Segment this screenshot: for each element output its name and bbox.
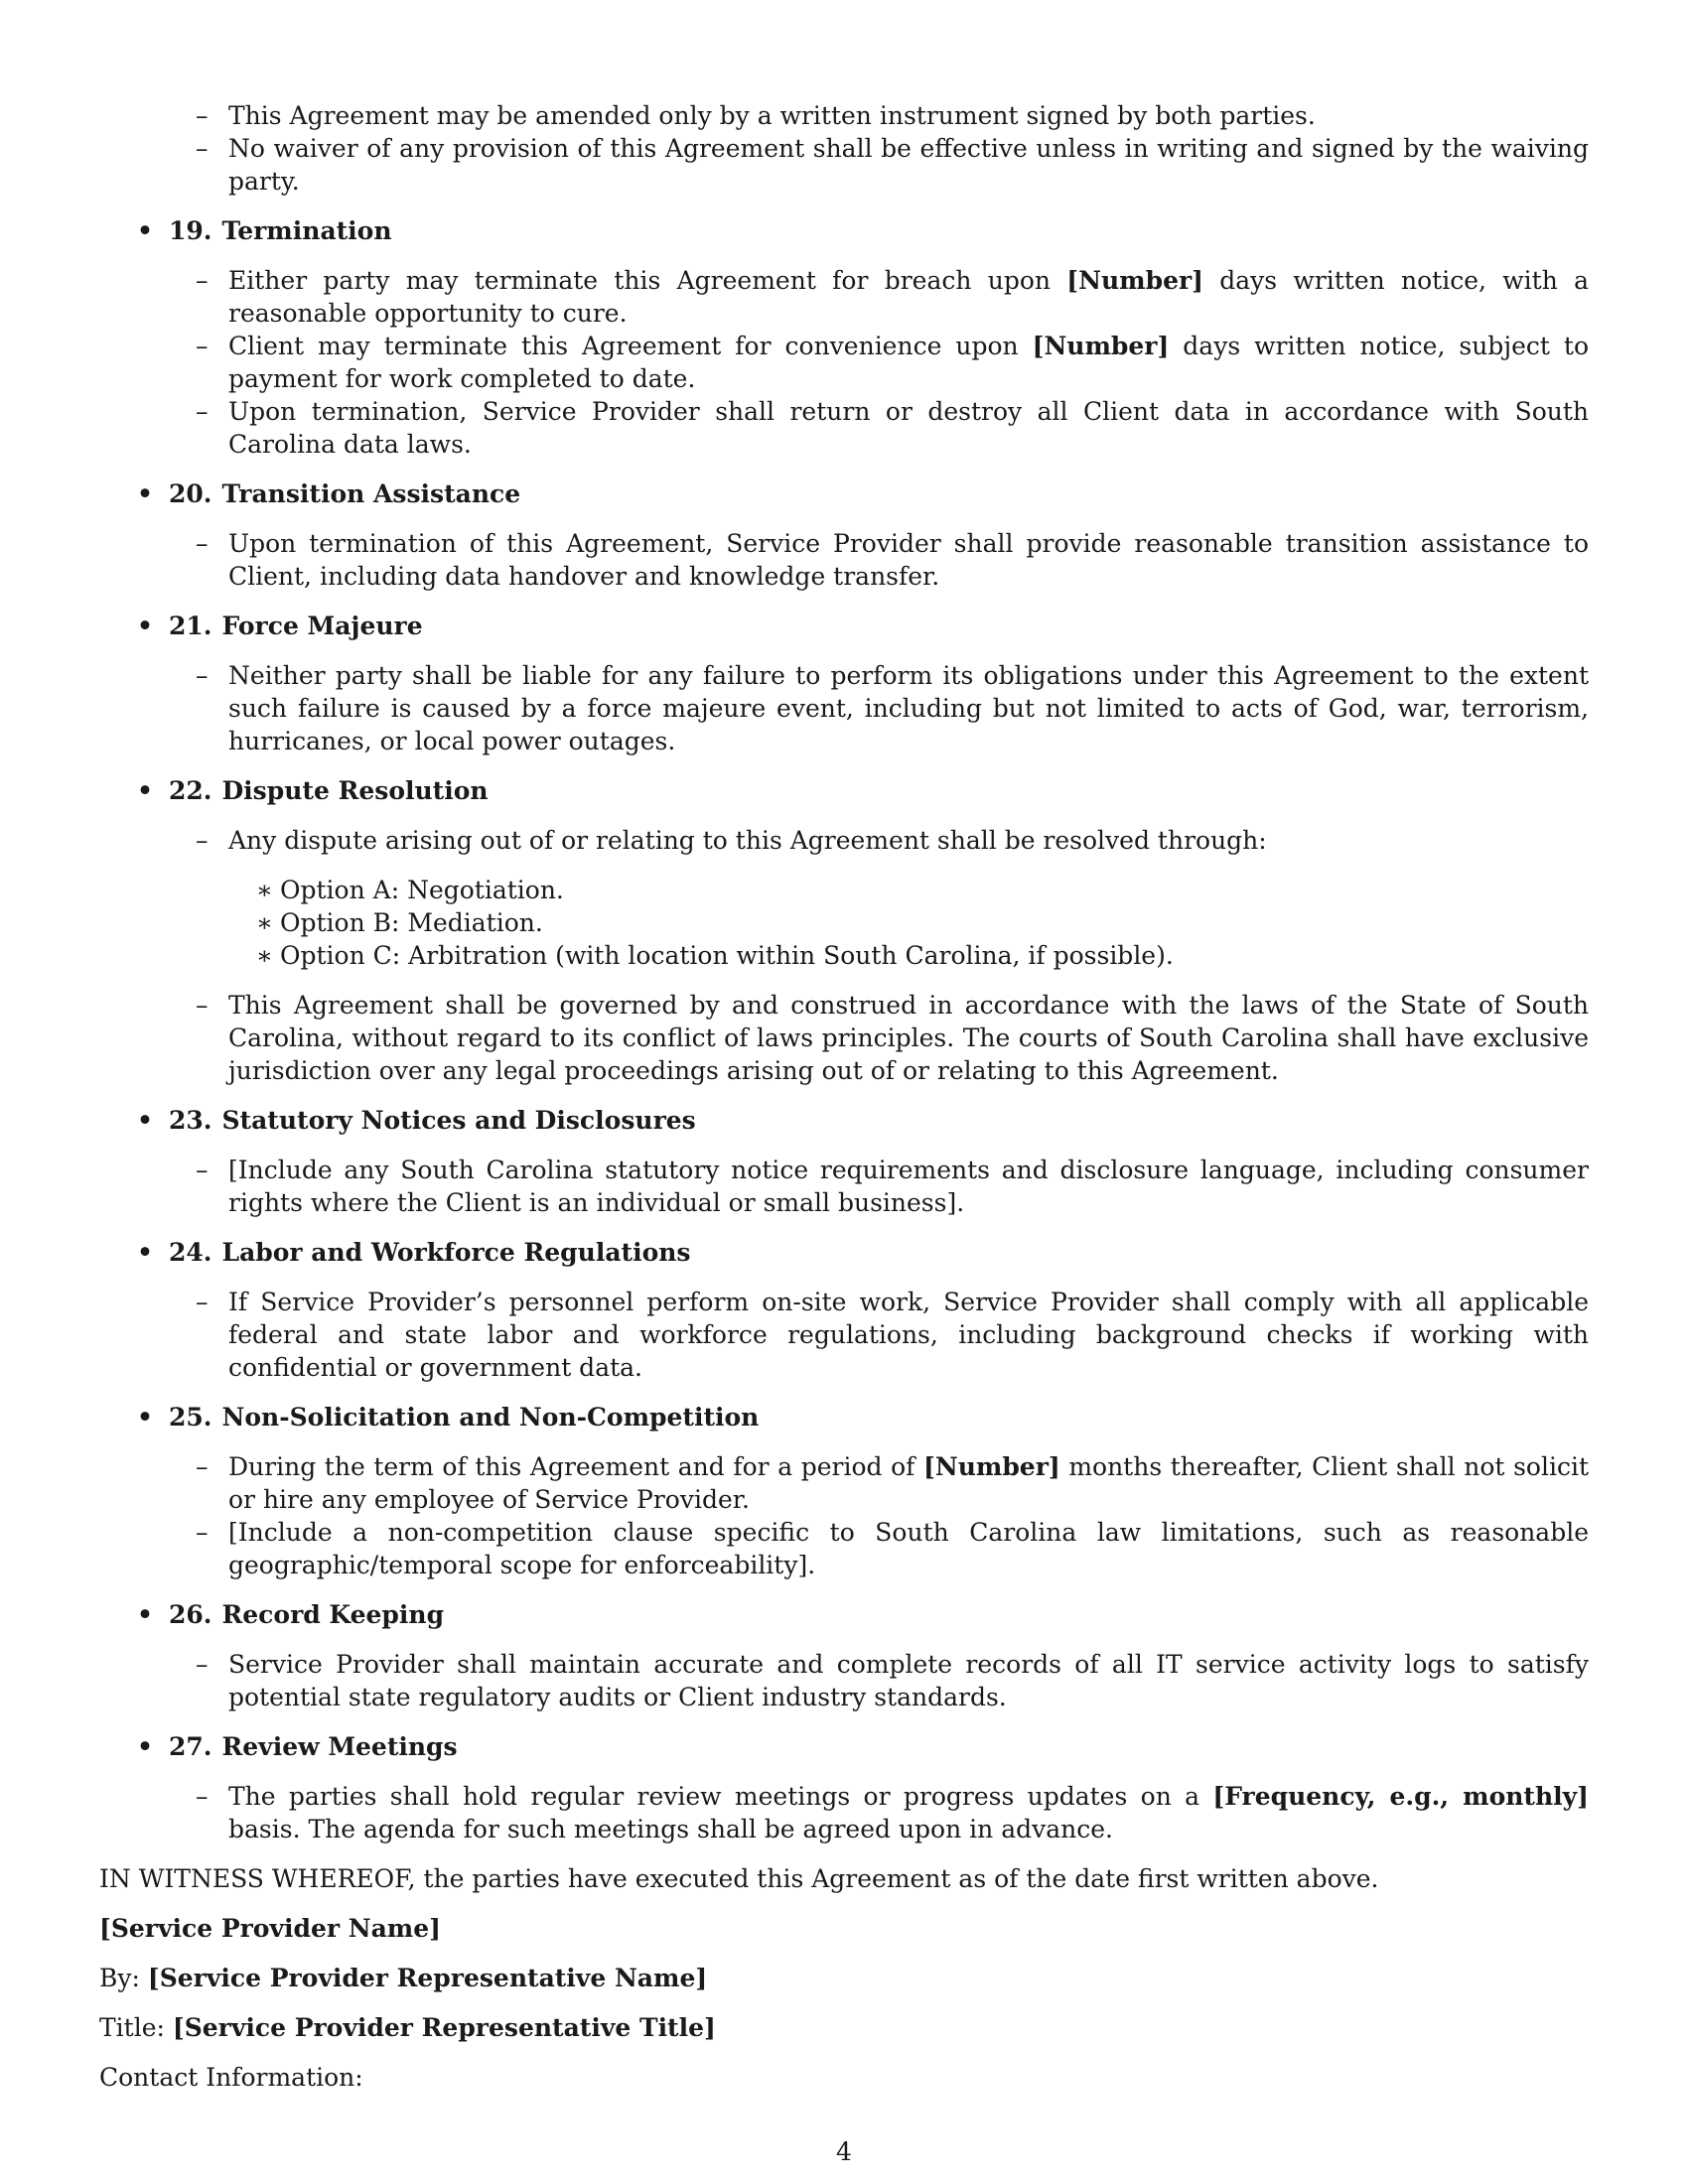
- section-title: Non-Solicitation and Non-Competition: [221, 1403, 760, 1432]
- list-item: [169, 1154, 1589, 1219]
- sub-item-text: Option C: Arbitration (with location within South Carolina, if possible).: [280, 941, 1174, 970]
- list-item: [169, 659, 1589, 757]
- dash-bullet: –: [196, 332, 209, 360]
- item-text: During the term of this Agreement and for a period of: [228, 1452, 924, 1481]
- section-number: 22.: [169, 776, 212, 805]
- asterisk-bullet: ∗: [256, 941, 273, 970]
- section-item: [99, 1730, 1589, 1845]
- provider-name-line: [99, 1912, 1589, 1945]
- dash-bullet: –: [196, 266, 209, 295]
- dash-bullet: –: [196, 1650, 209, 1679]
- dash-bullet: –: [196, 1452, 209, 1481]
- dash-bullet: –: [196, 101, 209, 130]
- section-item: [99, 478, 1589, 593]
- section-heading: [169, 1598, 1589, 1631]
- item-text: Service Provider shall maintain accurate and complete records of all IT service activity logs to satisfy potential state regulatory audits or Client industry standards.: [228, 1650, 1589, 1711]
- section-items: [169, 1648, 1589, 1713]
- section-number: 19.: [169, 216, 212, 245]
- title-line: [99, 2011, 1589, 2044]
- item-text: months thereafter, Client shall not solicit or hire any employee of Service Provider.: [228, 1452, 1589, 1514]
- list-item: [169, 395, 1589, 461]
- section-bullet: •: [137, 216, 153, 245]
- section-title: Dispute Resolution: [221, 776, 489, 805]
- section-bullet: •: [137, 776, 153, 805]
- section-items: [169, 1154, 1589, 1219]
- item-text: days written notice, with a reasonable opportunity to cure.: [228, 266, 1589, 328]
- section-bullet: •: [137, 479, 153, 508]
- dash-bullet: –: [196, 1156, 209, 1184]
- section-number: 24.: [169, 1238, 212, 1267]
- section-item: [99, 1104, 1589, 1219]
- dash-bullet: –: [196, 1782, 209, 1811]
- section-items: [169, 824, 1589, 1087]
- section-heading: [169, 214, 1589, 247]
- section-title: Labor and Workforce Regulations: [221, 1238, 691, 1267]
- list-item: [169, 989, 1589, 1087]
- section-heading: [169, 478, 1589, 510]
- section-items: [169, 1286, 1589, 1384]
- section-title: Record Keeping: [221, 1600, 445, 1629]
- item-text: Upon termination, Service Provider shall return or destroy all Client data in accordance with South Carolina data laws.: [228, 397, 1589, 459]
- section-items: [169, 527, 1589, 593]
- list-item: [169, 132, 1589, 198]
- item-text: Either party may terminate this Agreement for breach upon: [228, 266, 1067, 295]
- sub-item-text: Option B: Mediation.: [280, 908, 543, 937]
- placeholder-field: [Number]: [1032, 332, 1170, 360]
- section-number: 25.: [169, 1403, 212, 1432]
- section-bullet: •: [137, 1600, 153, 1629]
- item-text: This Agreement may be amended only by a written instrument signed by both parties.: [228, 101, 1316, 130]
- section-number: 21.: [169, 612, 212, 640]
- page-number: 4: [836, 2137, 852, 2166]
- section-items: [169, 1780, 1589, 1845]
- section-item: [99, 610, 1589, 757]
- section-number: 20.: [169, 479, 212, 508]
- sub-item-text: Option A: Negotiation.: [280, 876, 564, 904]
- section-item: [99, 774, 1589, 1087]
- page-content: [99, 99, 1589, 2094]
- section-title: Statutory Notices and Disclosures: [221, 1106, 696, 1135]
- sub-item: [228, 939, 1589, 972]
- dash-bullet: –: [196, 529, 209, 558]
- placeholder-field: [Frequency, e.g., monthly]: [1212, 1782, 1589, 1811]
- dash-bullet: –: [196, 661, 209, 690]
- placeholder-field: [Number]: [923, 1452, 1060, 1481]
- sub-item: [228, 906, 1589, 939]
- list-item: [169, 99, 1589, 132]
- asterisk-bullet: ∗: [256, 876, 273, 904]
- section-items: [169, 659, 1589, 757]
- item-text: Client may terminate this Agreement for convenience upon: [228, 332, 1033, 360]
- section-number: 27.: [169, 1732, 212, 1761]
- sub-items: [169, 874, 1589, 972]
- item-text: The parties shall hold regular review meetings or progress updates on a: [228, 1782, 1213, 1811]
- item-text: Any dispute arising out of or relating to this Agreement shall be resolved through:: [228, 826, 1267, 855]
- section-item: [99, 1236, 1589, 1384]
- list-item: [169, 1516, 1589, 1581]
- list-item: [169, 1286, 1589, 1384]
- section-item: [99, 1401, 1589, 1581]
- dash-bullet: –: [196, 1288, 209, 1316]
- section-heading: [169, 1401, 1589, 1433]
- item-text: [Include any South Carolina statutory notice requirements and disclosure language, including consumer rights where the Client is an individual or small business].: [228, 1156, 1589, 1217]
- section-heading: [169, 774, 1589, 807]
- item-text: No waiver of any provision of this Agreement shall be effective unless in writing and signed by the waiving party.: [228, 134, 1589, 196]
- section-bullet: •: [137, 1238, 153, 1267]
- item-text: [Include a non-competition clause specific to South Carolina law limitations, such as reasonable geographic/temporal scope for enforceability].: [228, 1518, 1589, 1579]
- list-item: [169, 1450, 1589, 1516]
- section-item: [99, 214, 1589, 461]
- section-heading: [169, 1104, 1589, 1137]
- section-title: Review Meetings: [221, 1732, 458, 1761]
- list-item: [169, 330, 1589, 395]
- section-bullet: •: [137, 1106, 153, 1135]
- section-bullet: •: [137, 1403, 153, 1432]
- continued-items: [99, 99, 1589, 198]
- section-heading: [169, 1236, 1589, 1269]
- section-title: Termination: [221, 216, 392, 245]
- section-items: [169, 264, 1589, 461]
- list-item: [169, 1780, 1589, 1845]
- section-heading: [169, 610, 1589, 642]
- section-items: [169, 1450, 1589, 1581]
- section-heading: [169, 1730, 1589, 1763]
- section-item: [99, 1598, 1589, 1713]
- contact-line: Contact Information:: [99, 2063, 363, 2092]
- dash-bullet: –: [196, 397, 209, 426]
- item-text: basis. The agenda for such meetings shall be agreed upon in advance.: [228, 1815, 1113, 1843]
- by-label: By:: [99, 1964, 140, 1992]
- section-bullet: •: [137, 1732, 153, 1761]
- representative-name: [Service Provider Representative Name]: [147, 1964, 708, 1992]
- dash-bullet: –: [196, 1518, 209, 1547]
- section-title: Force Majeure: [221, 612, 423, 640]
- item-text: Upon termination of this Agreement, Service Provider shall provide reasonable transition assistance to Client, including data handover and knowledge transfer.: [228, 529, 1589, 591]
- section-bullet: •: [137, 612, 153, 640]
- section-number: 23.: [169, 1106, 212, 1135]
- title-label: Title:: [99, 2013, 165, 2042]
- by-line: [99, 1962, 1589, 1994]
- section-number: 26.: [169, 1600, 212, 1629]
- list-item: [169, 264, 1589, 330]
- section-title: Transition Assistance: [221, 479, 521, 508]
- dash-bullet: –: [196, 134, 209, 163]
- item-text: This Agreement shall be governed by and construed in accordance with the laws of the State of South Carolina, without regard to its conflict of laws principles. The courts of South Carolina shall have exclusive jurisdiction over any legal proceedings arising out of or relating to this Agreement.: [228, 991, 1589, 1085]
- list-item: [169, 1648, 1589, 1713]
- dash-bullet: –: [196, 991, 209, 1020]
- item-text: If Service Provider’s personnel perform on-site work, Service Provider shall comply with all applicable federal and state labor and workforce regulations, including background checks if working with confidential or government data.: [228, 1288, 1589, 1382]
- dash-bullet: –: [196, 826, 209, 855]
- provider-name: [Service Provider Name]: [99, 1914, 441, 1943]
- placeholder-field: [Number]: [1066, 266, 1203, 295]
- item-text: Neither party shall be liable for any failure to perform its obligations under this Agreement to the extent such failure is caused by a force majeure event, including but not limited to acts of God, war, terrorism, hurricanes, or local power outages.: [228, 661, 1589, 755]
- witness-clause: IN WITNESS WHEREOF, the parties have executed this Agreement as of the date first written above.: [99, 1864, 1379, 1893]
- sub-item: [228, 874, 1589, 906]
- asterisk-bullet: ∗: [256, 908, 273, 937]
- item-text: days written notice, subject to payment for work completed to date.: [228, 332, 1589, 393]
- list-item: [169, 527, 1589, 593]
- representative-title: [Service Provider Representative Title]: [172, 2013, 716, 2042]
- section-list: [99, 214, 1589, 1845]
- list-item: [169, 824, 1589, 857]
